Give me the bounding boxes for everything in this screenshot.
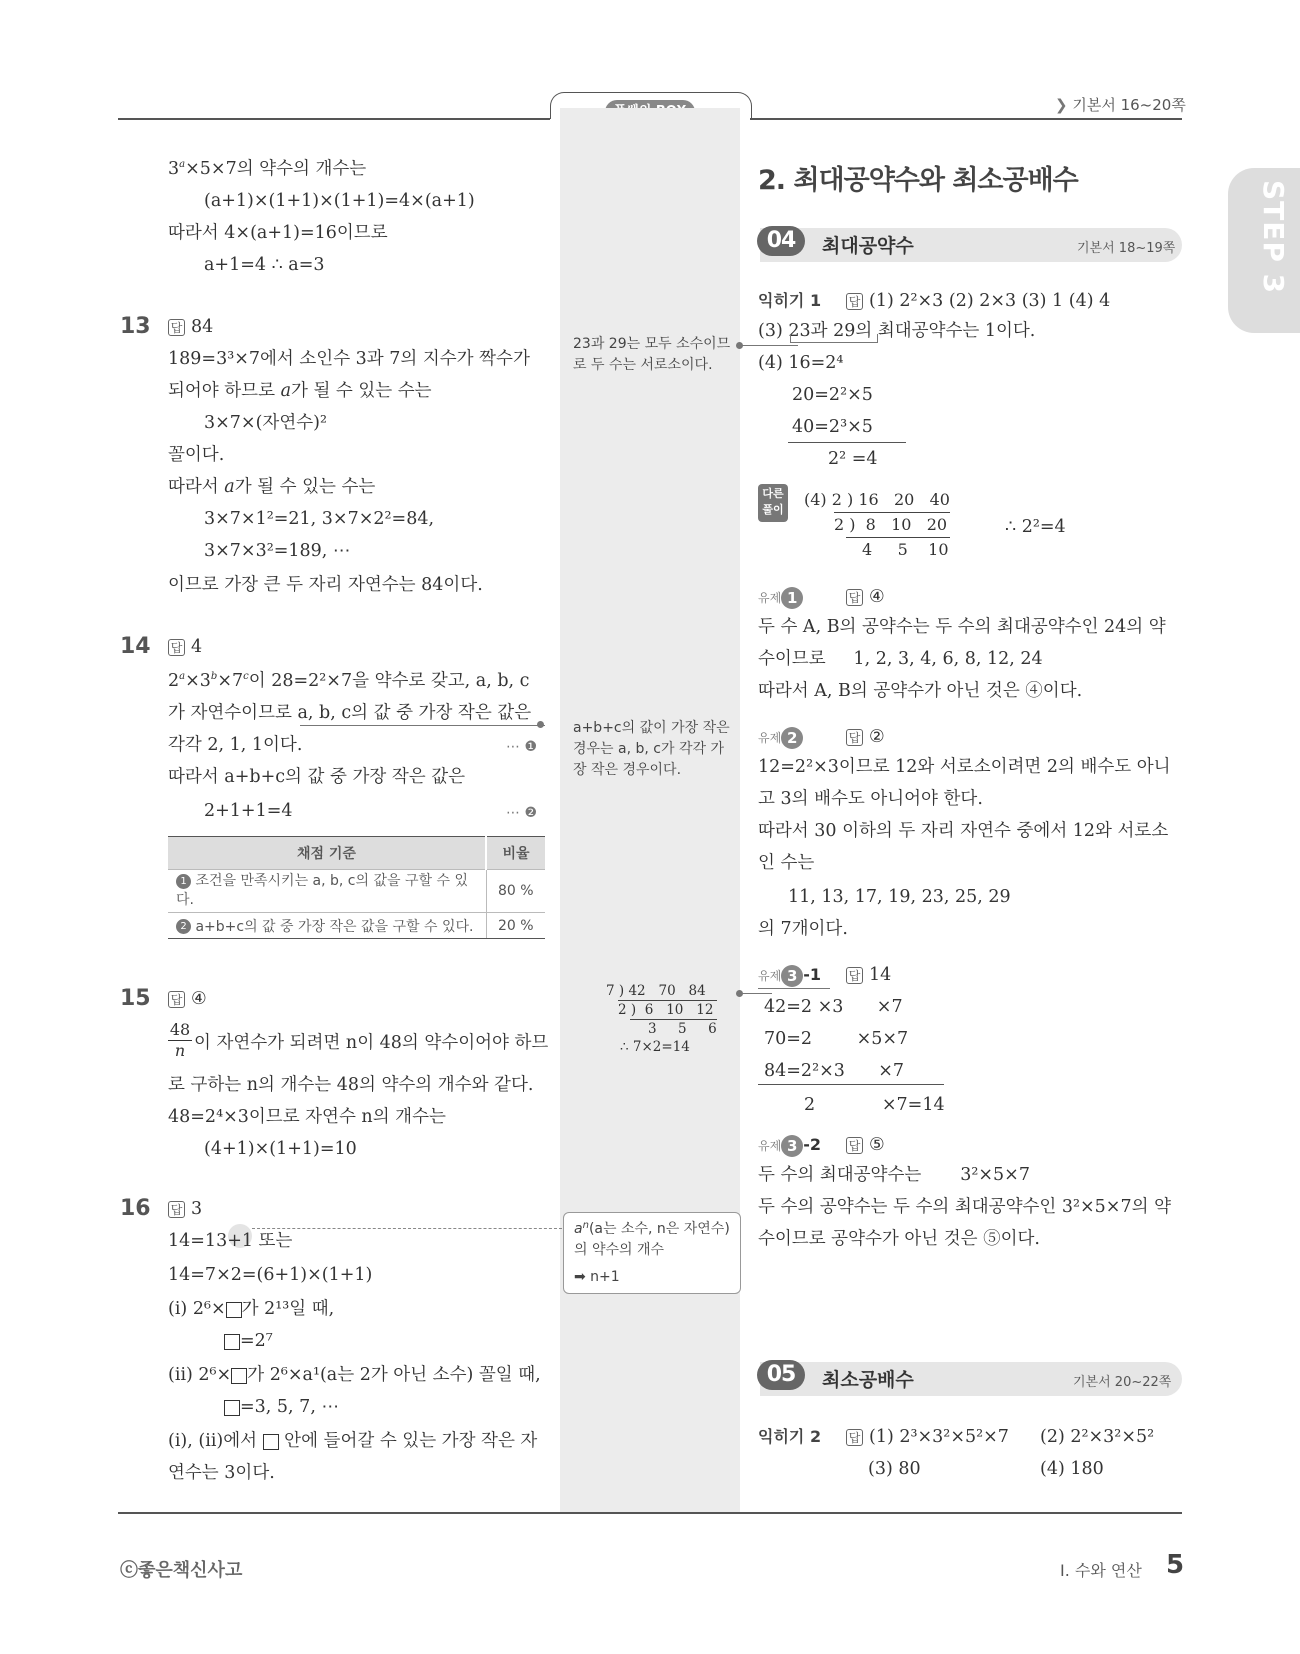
p16-line-8: 연수는 3이다.	[168, 1463, 275, 1483]
blank-box	[226, 1302, 242, 1318]
exercise-3-1-line-2: 70=2 ×5×7	[764, 1029, 909, 1049]
intro-line-1: $3^a\times 5\times 7$의 약수의 개수는	[168, 159, 367, 179]
p14-line-2: 가 자연수이므로 a, b, c의 값 중 가장 작은 값은	[168, 703, 532, 723]
p13-line-5: 따라서 a가 될 수 있는 수는	[168, 477, 376, 497]
answer-icon: 답	[846, 1429, 863, 1446]
p16-line-3: (ⅰ) 2⁶× 가 2¹³일 때,	[168, 1299, 335, 1319]
mark-1: ⋯ ❶	[506, 739, 538, 755]
dashed-connector	[252, 1228, 562, 1229]
answer-icon: 답	[846, 1137, 863, 1154]
publisher-logo: ⓒ좋은책신사고	[120, 1560, 243, 1581]
page-number: 5	[1166, 1550, 1185, 1580]
exercise-3-1-answer: 답 14	[846, 964, 891, 986]
intro-line-2: (a+1)×(1+1)×(1+1)=4×(a+1)	[204, 191, 475, 211]
p13-line-1: 189=3³×7에서 소인수 3과 7의 지수가 짝수가	[168, 349, 530, 369]
connector-line	[742, 345, 798, 346]
practice-2-answer-2: (2) 2²×3²×5²	[1040, 1427, 1155, 1447]
exercise-3-2-line-3: 수이므로 공약수가 아닌 것은 ⑤이다.	[758, 1229, 1040, 1249]
p16-line-5: (ⅱ) 2⁶× 가 2⁶×a¹(a는 2가 아닌 소수) 꼴일 때,	[168, 1365, 541, 1385]
p15-line-1: 이 자연수가 되려면 n이 48의 약수이어야 하므	[194, 1033, 549, 1053]
exercise-1-line-2: 수이므로 1, 2, 3, 4, 6, 8, 12, 24	[758, 649, 1043, 669]
blank-box	[263, 1434, 279, 1450]
scoring-table	[168, 836, 545, 939]
practice-2-answer-3: (3) 80	[868, 1459, 921, 1479]
step-1-icon: 1	[176, 874, 191, 889]
alternative-solution-tag: 다른풀이	[758, 484, 788, 522]
answer-icon: 답	[846, 589, 863, 606]
factor-rule	[758, 1084, 944, 1085]
problem-15-number: 15	[120, 986, 151, 1011]
side-note-box	[563, 1212, 741, 1294]
exercise-2-line-4: 인 수는	[758, 853, 815, 873]
answer-icon: 답	[168, 319, 185, 336]
p14-line-5: 2+1+1=4	[204, 801, 293, 821]
p13-line-8: 이므로 가장 큰 두 자리 자연수는 84이다.	[168, 575, 483, 595]
problem-13-number: 13	[120, 314, 151, 339]
p14-line-3: 각각 2, 1, 1이다.	[168, 735, 303, 755]
practice-1-line-3: 20=2²×5	[792, 385, 873, 405]
p13-line-2: 되어야 하므로 a가 될 수 있는 수는	[168, 381, 432, 401]
exercise-3-2-line-1: 두 수의 최대공약수는 3²×5×7	[758, 1165, 1030, 1185]
exercise-2-line-3: 따라서 30 이하의 두 자리 자연수 중에서 12와 서로소	[758, 821, 1169, 841]
practice-1-label: 익히기 1	[758, 291, 822, 310]
answer-icon: 답	[846, 293, 863, 310]
answer-icon: 답	[846, 967, 863, 984]
exercise-2-line-6: 의 7개이다.	[758, 919, 848, 939]
chevron-right-icon: ❯	[1055, 96, 1068, 114]
footer-rule	[118, 1512, 1182, 1514]
problem-14-number: 14	[120, 634, 151, 659]
step-2-icon: 2	[176, 919, 191, 934]
alternative-division: (4) 2 ) 16 20 40 2 ) 8 10 20 4 5 10	[804, 488, 950, 562]
problem-16-answer: 답 3	[168, 1198, 202, 1220]
p13-line-6: 3×7×1²=21, 3×7×2²=84,	[204, 509, 435, 529]
division-ladder-side: 7 ) 42 70 84 2 ) 6 10 12 3 5 6 ∴ 7×2=14	[606, 983, 717, 1055]
connector-dot	[537, 721, 544, 728]
problem-16-number: 16	[120, 1196, 151, 1221]
chapter-label: Ⅰ. 수와 연산	[1060, 1561, 1142, 1580]
blank-box	[224, 1334, 240, 1350]
table-row-2-ratio: 20 %	[486, 913, 545, 939]
header-rule-left	[118, 118, 550, 120]
intro-line-4: a+1=4 ∴ a=3	[204, 255, 325, 275]
label-underline	[758, 988, 830, 989]
table-row-1-criteria: 1 조건을 만족시키는 a, b, c의 값을 구할 수 있다.	[168, 870, 486, 913]
connector-line	[742, 993, 772, 994]
p15-line-4: (4+1)×(1+1)=10	[204, 1139, 357, 1159]
header-rule-right	[750, 118, 1182, 120]
practice-1-line-5: 2² =4	[828, 449, 878, 469]
p13-line-4: 꼴이다.	[168, 445, 225, 465]
answer-icon: 답	[846, 729, 863, 746]
alternative-result: ∴ 2²=4	[1005, 517, 1066, 537]
side-note-minimum: a+b+c의 값이 가장 작은 경우는 a, b, c가 각각 가장 작은 경우이다.	[573, 720, 730, 778]
exercise-1-answer: 답 ④	[846, 586, 885, 608]
table-row-2-criteria: 2 a+b+c의 값 중 가장 작은 값을 구할 수 있다.	[168, 913, 486, 939]
answer-icon: 답	[168, 991, 185, 1008]
exercise-3-1-label: 유제 3 -1	[758, 965, 821, 985]
exercise-2-line-2: 고 3의 배수도 아니어야 한다.	[758, 789, 983, 809]
mark-2: ⋯ ❷	[506, 805, 538, 821]
p14-line-1: $2^a\times 3^b\times 7^c$이 28=2²×7을 약수로 갖고, a, b, c	[168, 671, 530, 691]
p13-line-3: 3×7×(자연수)²	[204, 413, 327, 433]
side-note-divisor-count: $a^n(a$는 소수, n은 자연수)의 약수의 개수	[574, 1220, 730, 1258]
side-note-coprime: 23과 29는 모두 소수이므로 두 수는 서로소이다.	[573, 336, 731, 373]
step-label: STEP 3	[1257, 180, 1290, 295]
step-tab	[1228, 168, 1300, 333]
p16-line-6: =3, 5, 7, ⋯	[224, 1396, 339, 1418]
practice-1-line-4: 40=2³×5	[792, 417, 873, 437]
practice-2-answer-1: 답 (1) 2³×3²×5²×7	[846, 1426, 1009, 1448]
practice-1-line-1: (3) 23과 29의 최대공약수는 1이다.	[758, 321, 1036, 341]
table-header-ratio: 비율	[486, 837, 545, 870]
ref-label: ❯ 기본서 16~20쪽	[1055, 96, 1186, 114]
exercise-2-line-5: 11, 13, 17, 19, 23, 25, 29	[788, 887, 1011, 907]
p16-line-4: =2⁷	[224, 1330, 273, 1352]
exercise-2-answer: 답 ②	[846, 726, 885, 748]
fraction-48-over-n: 48 n	[169, 1020, 191, 1060]
exercise-3-2-line-2: 두 수의 공약수는 두 수의 최대공약수인 3²×5×7의 약	[758, 1197, 1171, 1217]
topic-04-title: 최대공약수	[822, 235, 914, 257]
practice-2-answer-4: (4) 180	[1040, 1459, 1104, 1479]
side-note-result: ➡ n+1	[574, 1269, 620, 1285]
exercise-3-1-line-3: 84=2²×3 ×7	[764, 1061, 905, 1081]
side-note-column	[560, 108, 740, 1513]
table-header-criteria: 채점 기준	[168, 837, 486, 870]
bracket-23-29	[790, 334, 878, 343]
practice-2-label: 익히기 2	[758, 1427, 822, 1446]
practice-1-line-2: (4) 16=2⁴	[758, 353, 844, 373]
p15-line-2: 로 구하는 n의 개수는 48의 약수의 개수와 같다.	[168, 1075, 534, 1095]
problem-14-answer: 답 4	[168, 636, 202, 658]
topic-05-ref: 기본서 20~22쪽	[1073, 1375, 1172, 1390]
exercise-2-label: 유제 2	[758, 726, 803, 749]
factor-rule	[788, 442, 906, 443]
topic-04-badge: 04	[757, 226, 805, 256]
exercise-3-2-label: 유제 3 -2	[758, 1135, 821, 1155]
topic-05-badge: 05	[757, 1360, 805, 1390]
blank-box	[224, 1400, 240, 1416]
underline-connector	[300, 725, 545, 726]
practice-1-answer: 답 (1) 2²×3 (2) 2×3 (3) 1 (4) 4	[846, 290, 1110, 312]
exercise-3-2-answer: 답 ⑤	[846, 1134, 885, 1156]
p13-line-7: 3×7×3²=189, ⋯	[204, 541, 351, 561]
exercise-2-line-1: 12=2²×3이므로 12와 서로소이려면 2의 배수도 아니	[758, 757, 1171, 777]
table-row-1-ratio: 80 %	[486, 870, 545, 913]
topic-05-title: 최소공배수	[822, 1369, 914, 1391]
topic-04-ref: 기본서 18~19쪽	[1077, 241, 1176, 256]
exercise-1-line-3: 따라서 A, B의 공약수가 아닌 것은 ④이다.	[758, 681, 1083, 701]
p14-line-4: 따라서 a+b+c의 값 중 가장 작은 값은	[168, 767, 465, 787]
exercise-1-label: 유제 1	[758, 586, 803, 609]
exercise-3-1-line-4: 2 ×7=14	[804, 1095, 945, 1115]
answer-icon: 답	[168, 1201, 185, 1218]
p16-line-7: (ⅰ), (ⅱ)에서 안에 들어갈 수 있는 가장 작은 자	[168, 1431, 538, 1451]
exercise-1-line-1: 두 수 A, B의 공약수는 두 수의 최대공약수인 24의 약	[758, 617, 1166, 637]
p15-line-3: 48=2⁴×3이므로 자연수 n의 개수는	[168, 1107, 446, 1127]
answer-icon: 답	[168, 639, 185, 656]
problem-13-answer: 답 84	[168, 316, 213, 338]
problem-15-answer: 답 ④	[168, 988, 207, 1010]
p16-line-1: 14=13+1 또는	[168, 1231, 293, 1251]
p16-line-2: 14=7×2=(6+1)×(1+1)	[168, 1265, 373, 1285]
exercise-3-1-line-1: 42=2 ×3 ×7	[764, 997, 903, 1017]
section-title: 2. 최대공약수와 최소공배수	[758, 165, 1078, 196]
blank-box	[231, 1368, 247, 1384]
intro-line-3: 따라서 4×(a+1)=16이므로	[168, 223, 388, 243]
